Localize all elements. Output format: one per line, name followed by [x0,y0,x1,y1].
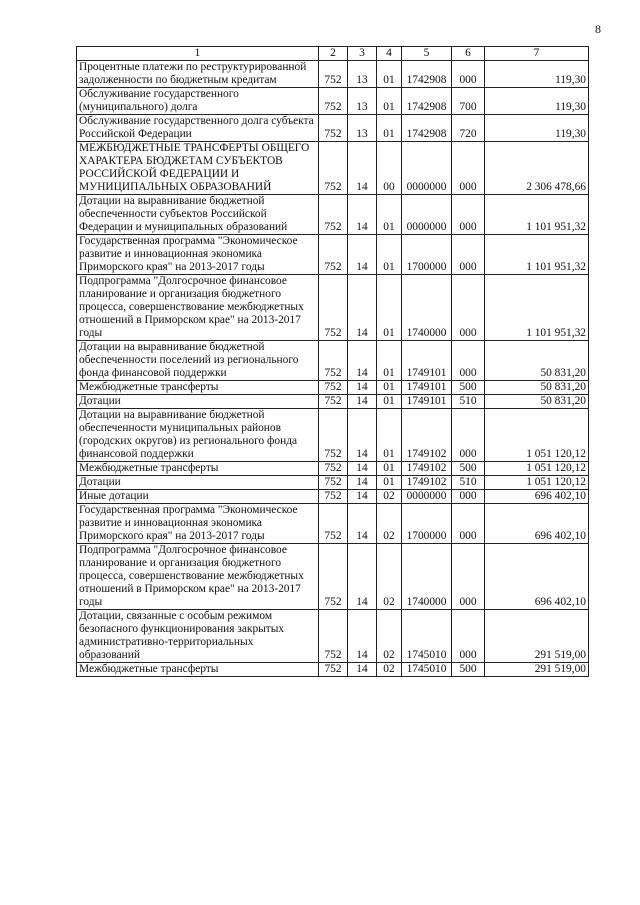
target-article-cell: 1700000 [402,235,452,275]
column-header: 5 [402,47,452,61]
amount-cell: 291 519,00 [485,663,589,677]
admin-code-cell: 752 [319,610,348,663]
admin-code-cell: 752 [319,235,348,275]
row-name-cell: Межбюджетные трансферты [77,381,319,395]
section-code-cell: 14 [348,663,377,677]
target-article-cell: 1749101 [402,341,452,381]
section-code-cell: 13 [348,115,377,142]
amount-cell: 696 402,10 [485,544,589,610]
table-header-row [77,47,589,61]
expense-type-cell: 510 [452,395,485,409]
subsection-code-cell: 01 [377,88,402,115]
column-header: 7 [485,47,589,61]
amount-cell: 2 306 478,66 [485,142,589,195]
section-code-cell: 14 [348,235,377,275]
row-name-cell: Межбюджетные трансферты [77,462,319,476]
subsection-code-cell: 02 [377,490,402,504]
admin-code-cell: 752 [319,142,348,195]
target-article-cell: 1742908 [402,88,452,115]
row-name-cell: Дотации на выравнивание бюджетной обеспеченности поселений из регионального фонда финансовой поддержки [77,341,319,381]
table-row [77,88,589,115]
section-code-cell: 14 [348,504,377,544]
row-name-cell: Государственная программа "Экономическое развитие и инновационная экономика Приморского края" на 2013-2017 годы [77,504,319,544]
table-row [77,462,589,476]
row-name-cell: Дотации на выравнивание бюджетной обеспеченности муниципальных районов (городских округов) из регионального фонда финансовой поддержки [77,409,319,462]
row-name-cell: Обслуживание государственного долга субъекта Российской Федерации [77,115,319,142]
table-row [77,275,589,341]
admin-code-cell: 752 [319,115,348,142]
column-header: 4 [377,47,402,61]
row-name-cell: Дотации [77,476,319,490]
column-header: 3 [348,47,377,61]
table-body [77,61,589,677]
row-name-cell: Государственная программа "Экономическое развитие и инновационная экономика Приморского края" на 2013-2017 годы [77,235,319,275]
expense-type-cell: 500 [452,663,485,677]
amount-cell: 1 051 120,12 [485,476,589,490]
target-article-cell: 1749102 [402,462,452,476]
amount-cell: 1 101 951,32 [485,235,589,275]
page-number: 8 [595,22,601,36]
section-code-cell: 14 [348,610,377,663]
subsection-code-cell: 01 [377,381,402,395]
amount-cell: 696 402,10 [485,504,589,544]
subsection-code-cell: 01 [377,61,402,88]
subsection-code-cell: 01 [377,462,402,476]
expense-type-cell: 000 [452,195,485,235]
expense-type-cell: 510 [452,476,485,490]
target-article-cell: 0000000 [402,195,452,235]
target-article-cell: 1749102 [402,409,452,462]
admin-code-cell: 752 [319,462,348,476]
amount-cell: 291 519,00 [485,610,589,663]
target-article-cell: 0000000 [402,490,452,504]
expense-type-cell: 700 [452,88,485,115]
target-article-cell: 1700000 [402,504,452,544]
admin-code-cell: 752 [319,275,348,341]
section-code-cell: 14 [348,476,377,490]
expense-type-cell: 000 [452,409,485,462]
target-article-cell: 1742908 [402,61,452,88]
subsection-code-cell: 00 [377,142,402,195]
section-code-cell: 14 [348,490,377,504]
expense-type-cell: 000 [452,142,485,195]
amount-cell: 1 051 120,12 [485,409,589,462]
subsection-code-cell: 02 [377,504,402,544]
admin-code-cell: 752 [319,504,348,544]
amount-cell: 119,30 [485,88,589,115]
table-row [77,663,589,677]
section-code-cell: 14 [348,409,377,462]
row-name-cell: Иные дотации [77,490,319,504]
row-name-cell: Межбюджетные трансферты [77,663,319,677]
subsection-code-cell: 02 [377,663,402,677]
target-article-cell: 1742908 [402,115,452,142]
section-code-cell: 14 [348,544,377,610]
section-code-cell: 14 [348,142,377,195]
target-article-cell: 1749102 [402,476,452,490]
admin-code-cell: 752 [319,88,348,115]
table-row [77,395,589,409]
amount-cell: 50 831,20 [485,395,589,409]
admin-code-cell: 752 [319,409,348,462]
expense-type-cell: 500 [452,462,485,476]
expense-type-cell: 000 [452,504,485,544]
subsection-code-cell: 02 [377,610,402,663]
row-name-cell: Подпрограмма "Долгосрочное финансовое планирование и организация бюджетного процесса, совершенствование межбюджетных отношений в Приморском крае" на 2013-2017 годы [77,275,319,341]
expense-type-cell: 500 [452,381,485,395]
amount-cell: 50 831,20 [485,341,589,381]
column-header: 1 [77,47,319,61]
section-code-cell: 13 [348,61,377,88]
table-row [77,381,589,395]
expense-type-cell: 000 [452,235,485,275]
amount-cell: 1 051 120,12 [485,462,589,476]
row-name-cell: Дотации [77,395,319,409]
table-row [77,235,589,275]
section-code-cell: 14 [348,195,377,235]
admin-code-cell: 752 [319,395,348,409]
row-name-cell: МЕЖБЮДЖЕТНЫЕ ТРАНСФЕРТЫ ОБЩЕГО ХАРАКТЕРА БЮДЖЕТАМ СУБЪЕКТОВ РОССИЙСКОЙ ФЕДЕРАЦИИ И МУНИЦИПАЛЬНЫХ ОБРАЗОВАНИЙ [77,142,319,195]
target-article-cell: 1749101 [402,381,452,395]
table-row [77,61,589,88]
expense-type-cell: 000 [452,275,485,341]
section-code-cell: 14 [348,462,377,476]
subsection-code-cell: 01 [377,115,402,142]
target-article-cell: 0000000 [402,142,452,195]
admin-code-cell: 752 [319,195,348,235]
column-header: 6 [452,47,485,61]
target-article-cell: 1749101 [402,395,452,409]
section-code-cell: 14 [348,275,377,341]
table-row [77,544,589,610]
table-row [77,142,589,195]
admin-code-cell: 752 [319,663,348,677]
expense-type-cell: 000 [452,610,485,663]
target-article-cell: 1745010 [402,663,452,677]
amount-cell: 696 402,10 [485,490,589,504]
expense-type-cell: 000 [452,341,485,381]
expense-type-cell: 000 [452,61,485,88]
admin-code-cell: 752 [319,544,348,610]
table-row [77,476,589,490]
admin-code-cell: 752 [319,381,348,395]
subsection-code-cell: 01 [377,275,402,341]
section-code-cell: 14 [348,381,377,395]
subsection-code-cell: 01 [377,395,402,409]
expense-type-cell: 000 [452,490,485,504]
expense-type-cell: 720 [452,115,485,142]
amount-cell: 1 101 951,32 [485,275,589,341]
admin-code-cell: 752 [319,61,348,88]
target-article-cell: 1745010 [402,610,452,663]
row-name-cell: Процентные платежи по реструктурированной задолженности по бюджетным кредитам [77,61,319,88]
subsection-code-cell: 01 [377,476,402,490]
table-row [77,504,589,544]
subsection-code-cell: 02 [377,544,402,610]
table-row [77,490,589,504]
table-row [77,341,589,381]
section-code-cell: 14 [348,341,377,381]
table-row [77,409,589,462]
subsection-code-cell: 01 [377,195,402,235]
target-article-cell: 1740000 [402,544,452,610]
section-code-cell: 14 [348,395,377,409]
column-header: 2 [319,47,348,61]
admin-code-cell: 752 [319,476,348,490]
row-name-cell: Дотации, связанные с особым режимом безопасного функционирования закрытых административно-территориальных образований [77,610,319,663]
subsection-code-cell: 01 [377,341,402,381]
amount-cell: 119,30 [485,115,589,142]
amount-cell: 50 831,20 [485,381,589,395]
row-name-cell: Обслуживание государственного (муниципального) долга [77,88,319,115]
subsection-code-cell: 01 [377,235,402,275]
table-row [77,610,589,663]
target-article-cell: 1740000 [402,275,452,341]
section-code-cell: 13 [348,88,377,115]
admin-code-cell: 752 [319,490,348,504]
table-row [77,195,589,235]
budget-table [76,46,589,677]
table-row [77,115,589,142]
subsection-code-cell: 01 [377,409,402,462]
row-name-cell: Подпрограмма "Долгосрочное финансовое планирование и организация бюджетного процесса, совершенствование межбюджетных отношений в Приморском крае" на 2013-2017 годы [77,544,319,610]
amount-cell: 119,30 [485,61,589,88]
amount-cell: 1 101 951,32 [485,195,589,235]
row-name-cell: Дотации на выравнивание бюджетной обеспеченности субъектов Российской Федерации и муниципальных образований [77,195,319,235]
expense-type-cell: 000 [452,544,485,610]
admin-code-cell: 752 [319,341,348,381]
